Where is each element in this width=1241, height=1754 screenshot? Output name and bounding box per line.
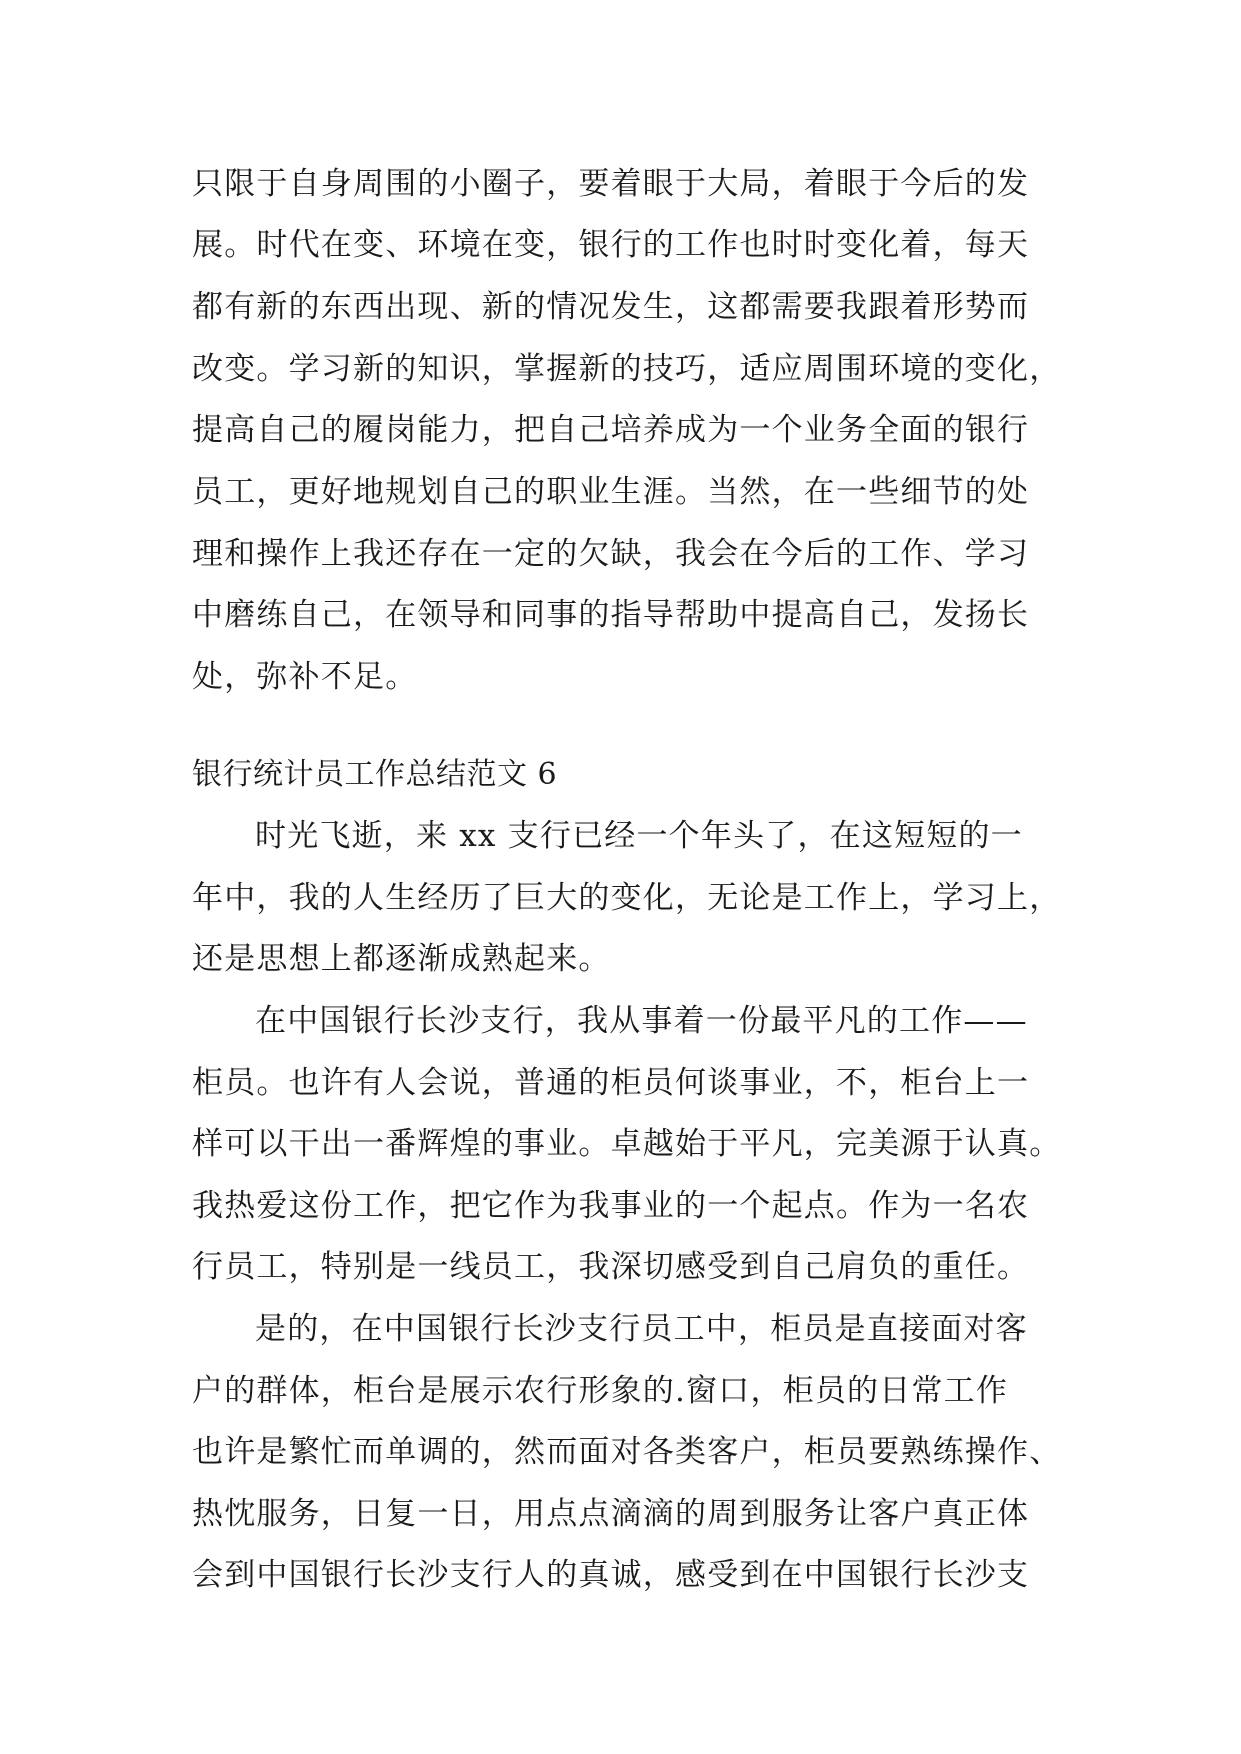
paragraph-line: 样可以干出一番辉煌的事业。卓越始于平凡，完美源于认真。 [192,1126,1062,1162]
paragraph-line: 提高自己的履岗能力，把自己培养成为一个业务全面的银行 [192,412,1030,448]
paragraph-line: 热忱服务，日复一日，用点点滴滴的周到服务让客户真正体 [192,1496,1030,1532]
paragraph-line: 时光飞逝，来 xx 支行已经一个年头了，在这短短的一 [255,818,1023,854]
paragraph-line: 改变。学习新的知识，掌握新的技巧，适应周围环境的变化， [192,351,1062,387]
paragraph-line: 行员工，特别是一线员工，我深切感受到自己肩负的重任。 [192,1249,1030,1285]
paragraph-line: 处，弥补不足。 [192,659,418,695]
paragraph-line: 都有新的东西出现、新的情况发生，这都需要我跟着形势而 [192,289,1030,325]
paragraph-line: 理和操作上我还存在一定的欠缺，我会在今后的工作、学习 [192,536,1030,572]
paragraph-line: 也许是繁忙而单调的，然而面对各类客户，柜员要熟练操作、 [192,1434,1062,1470]
paragraph-line: 年中，我的人生经历了巨大的变化，无论是工作上，学习上， [192,880,1062,916]
paragraph-line: 只限于自身周围的小圈子，要着眼于大局，着眼于今后的发 [192,166,1030,202]
paragraph-line: 我热爱这份工作，把它作为我事业的一个起点。作为一名农 [192,1188,1030,1224]
paragraph-line: 户的群体，柜台是展示农行形象的.窗口，柜员的日常工作 [192,1373,1009,1409]
paragraph-line: 员工，更好地规划自己的职业生涯。当然，在一些细节的处 [192,474,1030,510]
paragraph-line: 展。时代在变、环境在变，银行的工作也时时变化着，每天 [192,227,1030,263]
section-heading: 银行统计员工作总结范文 6 [192,757,558,792]
paragraph-line: 中磨练自己，在领导和同事的指导帮助中提高自己，发扬长 [192,597,1030,633]
paragraph-line: 还是思想上都逐渐成熟起来。 [192,941,611,977]
paragraph-line: 会到中国银行长沙支行人的真诚，感受到在中国银行长沙支 [192,1557,1030,1593]
paragraph-line: 在中国银行长沙支行，我从事着一份最平凡的工作—— [255,1003,1028,1039]
paragraph-line: 是的，在中国银行长沙支行员工中，柜员是直接面对客 [255,1311,1028,1347]
paragraph-line: 柜员。也许有人会说，普通的柜员何谈事业，不，柜台上一 [192,1065,1030,1101]
